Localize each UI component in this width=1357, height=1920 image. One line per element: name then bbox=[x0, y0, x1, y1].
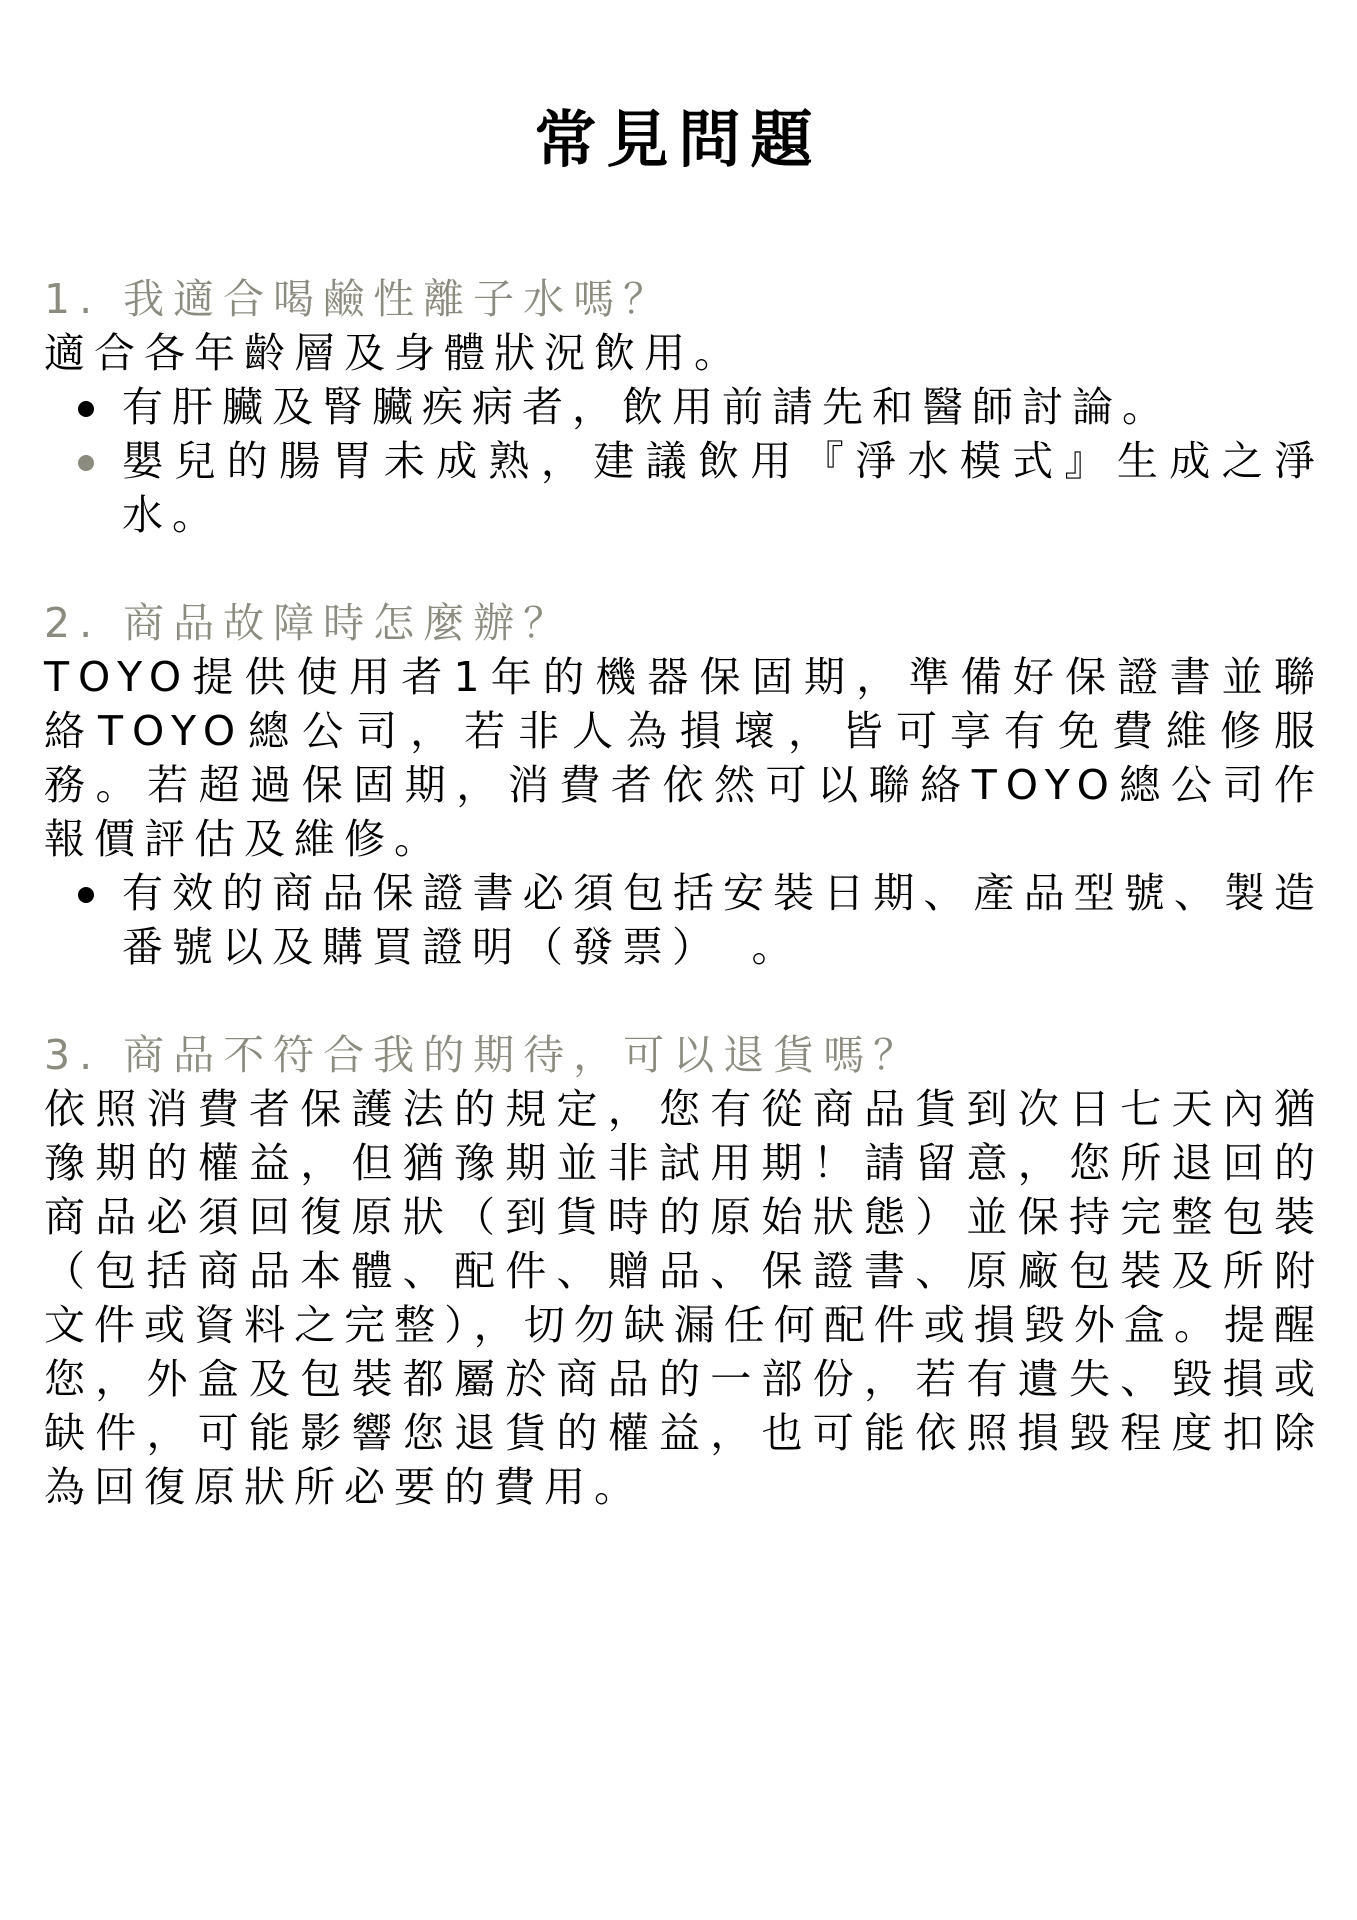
faq-section-3 bbox=[44, 1028, 1324, 1514]
faq-bullet-item bbox=[122, 866, 1324, 974]
faq-answer-2: TOYO提供使用者1年的機器保固期，準備好保證書並聯絡TOYO總公司，若非人為損壞，皆可享有免費維修服務。若超過保固期，消費者依然可以聯絡TOYO總公司作報價評估及維修。 bbox=[44, 653, 1324, 863]
bullet-dot-icon bbox=[78, 455, 94, 471]
faq-section-2 bbox=[44, 596, 1324, 974]
faq-section-1 bbox=[44, 272, 1324, 542]
faq-question-3: 3. 商品不符合我的期待，可以退貨嗎？ bbox=[44, 1031, 924, 1079]
faq-bullet-item bbox=[122, 380, 1324, 434]
faq-bullet-text: 嬰兒的腸胃未成熟，建議飲用『淨水模式』生成之淨水。 bbox=[122, 437, 1324, 539]
faq-question-2: 2. 商品故障時怎麼辦？ bbox=[44, 599, 574, 647]
faq-answer-1: 適合各年齡層及身體狀況飲用。 bbox=[44, 329, 744, 377]
bullet-dot-icon bbox=[78, 887, 94, 903]
faq-content bbox=[44, 272, 1324, 1514]
faq-bullet-text: 有效的商品保證書必須包括安裝日期、產品型號、製造番號以及購買證明（發票） 。 bbox=[122, 869, 1324, 971]
faq-question-1: 1. 我適合喝鹼性離子水嗎？ bbox=[44, 275, 674, 323]
faq-answer-3: 依照消費者保護法的規定，您有從商品貨到次日七天內猶豫期的權益，但猶豫期並非試用期！請留意，您所退回的商品必須回復原狀（到貨時的原始狀態）並保持完整包裝（包括商品本體、配件、贈品、保證書、原廠包裝及所附文件或資料之完整），切勿缺漏任何配件或損毀外盒。提醒您，外盒及包裝都屬於商品的一部份，若有遺失、毀損或缺件，可能影響您退貨的權益，也可能依照損毀程度扣除為回復原狀所必要的費用。 bbox=[44, 1085, 1324, 1511]
faq-bullet-text: 有肝臟及腎臟疾病者，飲用前請先和醫師討論。 bbox=[122, 383, 1172, 431]
faq-bullet-item bbox=[122, 434, 1324, 542]
page-title: 常見問題 bbox=[534, 103, 823, 176]
faq-bullet-list-1 bbox=[44, 380, 1324, 542]
faq-bullet-list-2 bbox=[44, 866, 1324, 974]
bullet-dot-icon bbox=[78, 401, 94, 417]
